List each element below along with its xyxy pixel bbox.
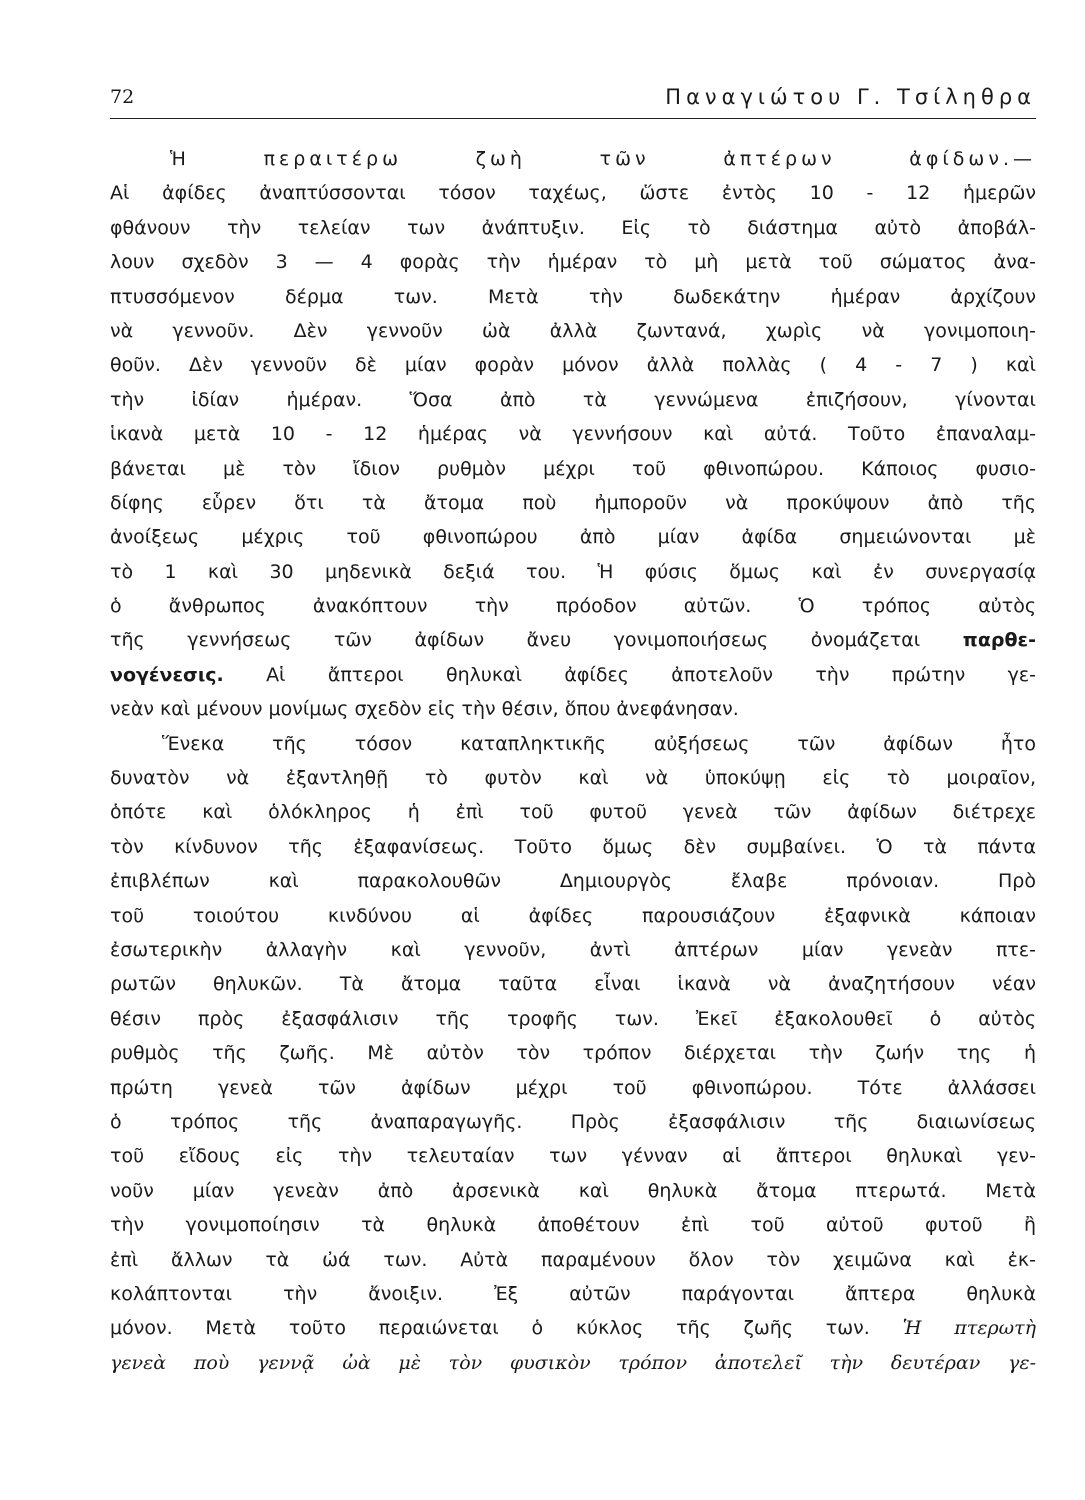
text-line: πτυσσόμενον δέρμα των. Μετὰ τὴν δωδεκάτην ἡμέραν ἀρχίζουν (110, 285, 1036, 308)
text-line: ρυθμὸς τῆς ζωῆς. Μὲ αὐτὸν τὸν τρόπον διέρχεται τὴν ζωήν της ἡ (110, 1042, 1036, 1065)
text-line: βάνεται μὲ τὸν ἴδιον ρυθμὸν μέχρι τοῦ φθινοπώρου. Κάποιος φυσιο- (110, 457, 1036, 480)
text-line: θοῦν. Δὲν γεννοῦν δὲ μίαν φορὰν μόνον ἀλλὰ πολλὰς ( 4 - 7 ) καὶ (110, 354, 1036, 377)
text-line: πρώτη γενεὰ τῶν ἀφίδων μέχρι τοῦ φθινοπώρου. Τότε ἀλλάσσει (110, 1076, 1036, 1099)
text-line: τὴν γονιμοποίησιν τὰ θηλυκὰ ἀποθέτουν ἐπὶ τοῦ αὐτοῦ φυτοῦ ἢ (110, 1214, 1036, 1237)
text-line: νεὰν καὶ μένουν μονίμως σχεδὸν εἰς τὴν θέσιν, ὅπου ἀνεφάνησαν. (110, 698, 739, 721)
italic-segment: Ἡ πτερωτὴ (902, 1317, 1036, 1340)
text-line: τὴν ἰδίαν ἡμέραν. Ὅσα ἀπὸ τὰ γεννώμενα ἐπιζήσουν, γίνονται (110, 388, 1036, 411)
page-header (110, 84, 1036, 119)
page-number: 72 (110, 86, 135, 108)
running-head: Παναγιώτου Γ. Τσίληθρα (665, 85, 1036, 109)
text-line: δυνατὸν νὰ ἐξαντληθῇ τὸ φυτὸν καὶ νὰ ὑποκύψῃ εἰς τὸ μοιραῖον, (110, 767, 1036, 790)
bold-term: νογένεσις. (110, 663, 224, 686)
text-line: ἀνοίξεως μέχρις τοῦ φθινοπώρου ἀπὸ μίαν ἀφίδα σημειώνονται μὲ (110, 526, 1036, 549)
text-line (110, 623, 1036, 657)
text-line: ὁ ἄνθρωπος ἀνακόπτουν τὴν πρόοδον αὐτῶν. Ὁ τρόπος αὐτὸς (110, 595, 1036, 618)
text-segment: τῆς γεννήσεως τῶν ἀφίδων ἄνευ γονιμοποιήσεως ὀνομάζεται (110, 629, 921, 652)
text-line: ὁ τρόπος τῆς ἀναπαραγωγῆς. Πρὸς ἐξασφάλισιν τῆς διαιωνίσεως (110, 1110, 1036, 1133)
text-line: κολάπτονται τὴν ἄνοιξιν. Ἐξ αὐτῶν παράγονται ἄπτερα θηλυκὰ (110, 1282, 1036, 1305)
text-line: ρωτῶν θηλυκῶν. Τὰ ἄτομα ταῦτα εἶναι ἱκανὰ νὰ ἀναζητήσουν νέαν (110, 973, 1036, 996)
text-line: ὁπότε καὶ ὁλόκληρος ἡ ἐπὶ τοῦ φυτοῦ γενεὰ τῶν ἀφίδων διέτρεχε (110, 801, 1036, 824)
text-line: θέσιν πρὸς ἐξασφάλισιν τῆς τροφῆς των. Ἐκεῖ ἐξακολουθεῖ ὁ αὐτὸς (110, 1007, 1036, 1030)
text-line: δίφης εὗρεν ὅτι τὰ ἄτομα ποὺ ἠμποροῦν νὰ προκύψουν ἀπὸ τῆς (110, 491, 1036, 514)
text-line: νὰ γεννοῦν. Δὲν γεννοῦν ὠὰ ἀλλὰ ζωντανά, χωρὶς νὰ γονιμοποιη- (110, 319, 1036, 342)
text-line: ἐπὶ ἄλλων τὰ ὠά των. Αὐτὰ παραμένουν ὅλον τὸν χειμῶνα καὶ ἐκ- (110, 1248, 1036, 1271)
text-line: ἐπιβλέπων καὶ παρακολουθῶν Δημιουργὸς ἔλαβε πρόνοιαν. Πρὸ (110, 870, 1036, 893)
text-line: τοῦ εἴδους εἰς τὴν τελευταίαν των γένναν αἱ ἄπτεροι θηλυκαὶ γεν- (110, 1145, 1036, 1168)
text-segment: μόνον. Μετὰ τοῦτο περαιώνεται ὁ κύκλος τῆς ζωῆς των. (110, 1317, 870, 1340)
text-line (110, 1311, 1036, 1345)
text-line: ἐσωτερικὴν ἀλλαγὴν καὶ γεννοῦν, ἀντὶ ἀπτέρων μίαν γενεὰν πτε- (110, 938, 1036, 961)
text-line: λουν σχεδὸν 3 — 4 φορὰς τὴν ἡμέραν τὸ μὴ μετὰ τοῦ σώματος ἀνα- (110, 251, 1036, 274)
text-line: ἱκανὰ μετὰ 10 - 12 ἡμέρας νὰ γεννήσουν καὶ αὐτά. Τοῦτο ἐπαναλαμ- (110, 423, 1036, 446)
text-line: νοῦν μίαν γενεὰν ἀπὸ ἀρσενικὰ καὶ θηλυκὰ ἄτομα πτερωτά. Μετὰ (110, 1179, 1036, 1202)
italic-line: γενεὰ ποὺ γεννᾷ ὠὰ μὲ τὸν φυσικὸν τρόπον ἀποτελεῖ τὴν δευτέραν γε- (110, 1351, 1036, 1374)
text-line: φθάνουν τὴν τελείαν των ἀνάπτυξιν. Εἰς τὸ διάστημα αὐτὸ ἀποβάλ- (110, 216, 1036, 239)
text-line: τοῦ τοιούτου κινδύνου αἱ ἀφίδες παρουσιάζουν ἐξαφνικὰ κάποιαν (110, 904, 1036, 927)
body-text (110, 142, 1036, 1380)
text-line: τὸν κίνδυνον τῆς ἐξαφανίσεως. Τοῦτο ὅμως δὲν συμβαίνει. Ὁ τὰ πάντα (110, 835, 1036, 858)
text-line (110, 658, 1036, 692)
section-heading: Ἡ περαιτέρω ζωὴ τῶν ἀπτέρων ἀφίδων.— (170, 148, 1036, 170)
text-line: τὸ 1 καὶ 30 μηδενικὰ δεξιά του. Ἡ φύσις ὅμως καὶ ἐν συνεργασίᾳ (110, 560, 1036, 583)
text-segment: Αἱ ἄπτεροι θηλυκαὶ ἀφίδες ἀποτελοῦν τὴν πρώτην γε- (266, 663, 1036, 686)
text-line: Ἕνεκα τῆς τόσον καταπληκτικῆς αὐξήσεως τῶν ἀφίδων ἦτο (162, 732, 1036, 755)
text-line: Αἱ ἀφίδες ἀναπτύσσονται τόσον ταχέως, ὥστε ἐντὸς 10 - 12 ἡμερῶν (110, 182, 1036, 205)
bold-term: παρθε- (962, 629, 1036, 652)
